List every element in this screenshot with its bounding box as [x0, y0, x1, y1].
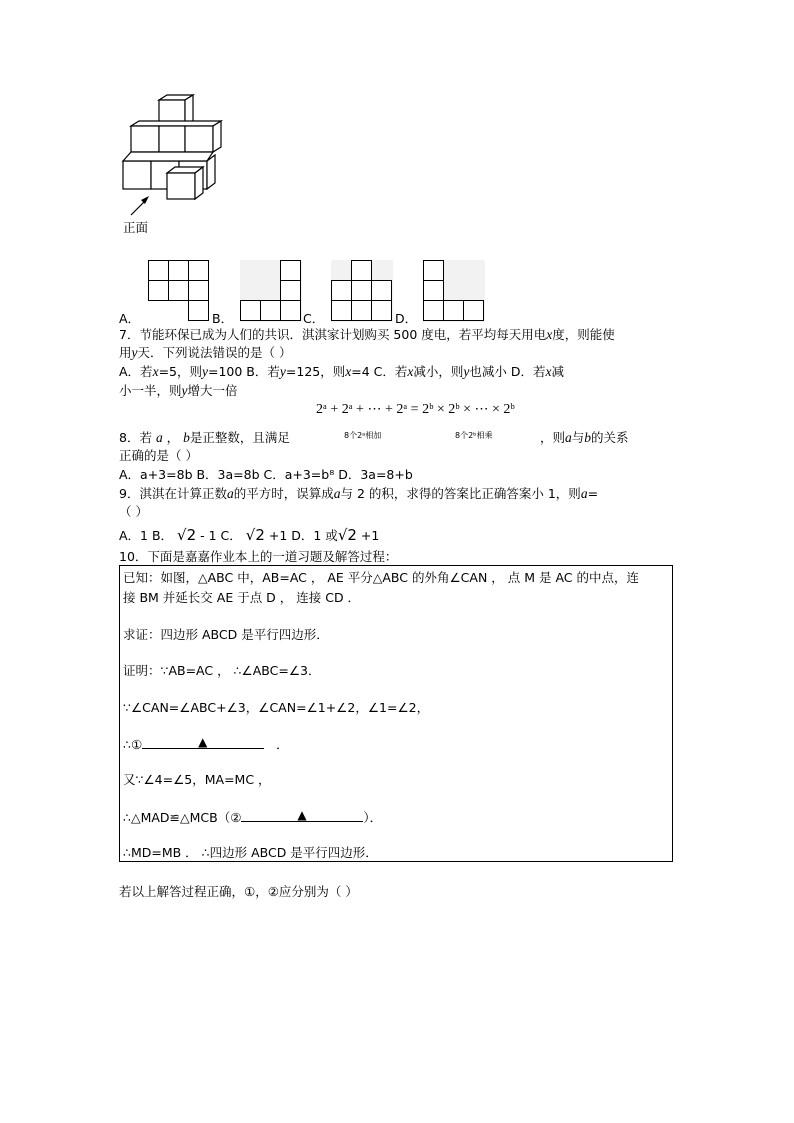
q9-line2: （ ） — [119, 504, 148, 519]
q7-options-line1: A．若x=5，则y=100 B．若y=125，则x=4 C．若x减小，则y也减小 D．若x减 — [119, 364, 565, 379]
q8-options: A．a+3=8b B．3a=8b C．a+3=b⁸ D．3a=8+b — [119, 467, 413, 482]
q10-known-2: 接 BM 并延长交 AE 于点 D ， 连接 CD ． — [123, 590, 361, 605]
q7-line2: 用y天．下列说法错误的是（ ） — [119, 345, 292, 360]
q10-question: 若以上解答过程正确，①，②应分别为（ ） — [119, 884, 358, 899]
q8-line1-right: ，则a与b的关系 — [540, 430, 629, 445]
q9-options: A．1 B． √2 - 1 C． √2 +1 D．1 或√2 +1 — [119, 526, 380, 544]
cube-stack-figure — [115, 95, 235, 215]
q6-option-d: D． — [395, 311, 418, 326]
blank-2: ▲ — [241, 809, 363, 822]
q10-intro: 10．下面是嘉嘉作业本上的一道习题及解答过程： — [119, 549, 398, 564]
q10-proof-6: ∴MD=MB ． ∴四边形 ABCD 是平行四边形． — [123, 845, 378, 860]
blank-1: ▲ — [142, 736, 264, 749]
q10-proof-5: ∴△MAD≌△MCB（② ▲ ）． — [123, 808, 383, 825]
front-label: 正面 — [123, 220, 149, 235]
q10-prove: 求证：四边形 ABCD 是平行四边形． — [123, 627, 329, 642]
q6-option-a: A． — [119, 311, 141, 326]
option-d-grid — [423, 260, 485, 322]
q8-line2: 正确的是（ ） — [119, 448, 198, 463]
option-b-grid — [240, 260, 302, 322]
option-c-grid — [331, 260, 393, 322]
option-a-grid — [148, 260, 210, 322]
q10-proof-3: ∴① ▲ ． — [123, 735, 289, 752]
q10-proof-2: ∵∠CAN=∠ABC+∠3，∠CAN=∠1+∠2，∠1=∠2， — [123, 700, 430, 715]
q10-known-1: 已知：如图，△ABC 中，AB=AC ， AE 平分△ABC 的外角∠CAN ， 点 M 是 AC 的中点，连 — [123, 570, 639, 585]
q7-line1: 7．节能环保已成为人们的共识．淇淇家计划购买 500 度电，若平均每天用电x度，则能使 — [119, 327, 615, 342]
q10-proof-1: 证明：∵AB=AC ， ∴∠ABC=∠3． — [123, 663, 321, 678]
q7-options-line2: 小一半，则y增大一倍 — [119, 383, 238, 398]
q10-proof-4: 又∵∠4=∠5，MA=MC ， — [123, 772, 271, 787]
q8-line1: 8．若 a ， b是正整数，且满足 — [119, 430, 290, 445]
q9-line1: 9．淇淇在计算正数a的平方时，误算成a与 2 的积，求得的答案比正确答案小 1，则a= — [119, 486, 599, 501]
q6-option-c: C． — [303, 311, 325, 326]
formula-main: 2ᵃ + 2ᵃ + ⋯ + 2ᵃ = 2ᵇ × 2ᵇ × ⋯ × 2ᵇ — [316, 402, 515, 417]
q6-option-b: B． — [212, 311, 234, 326]
formula-under-right: 8个2ᵇ相乘 — [455, 431, 493, 440]
formula-under-left: 8个2ᵃ相加 — [344, 431, 382, 440]
